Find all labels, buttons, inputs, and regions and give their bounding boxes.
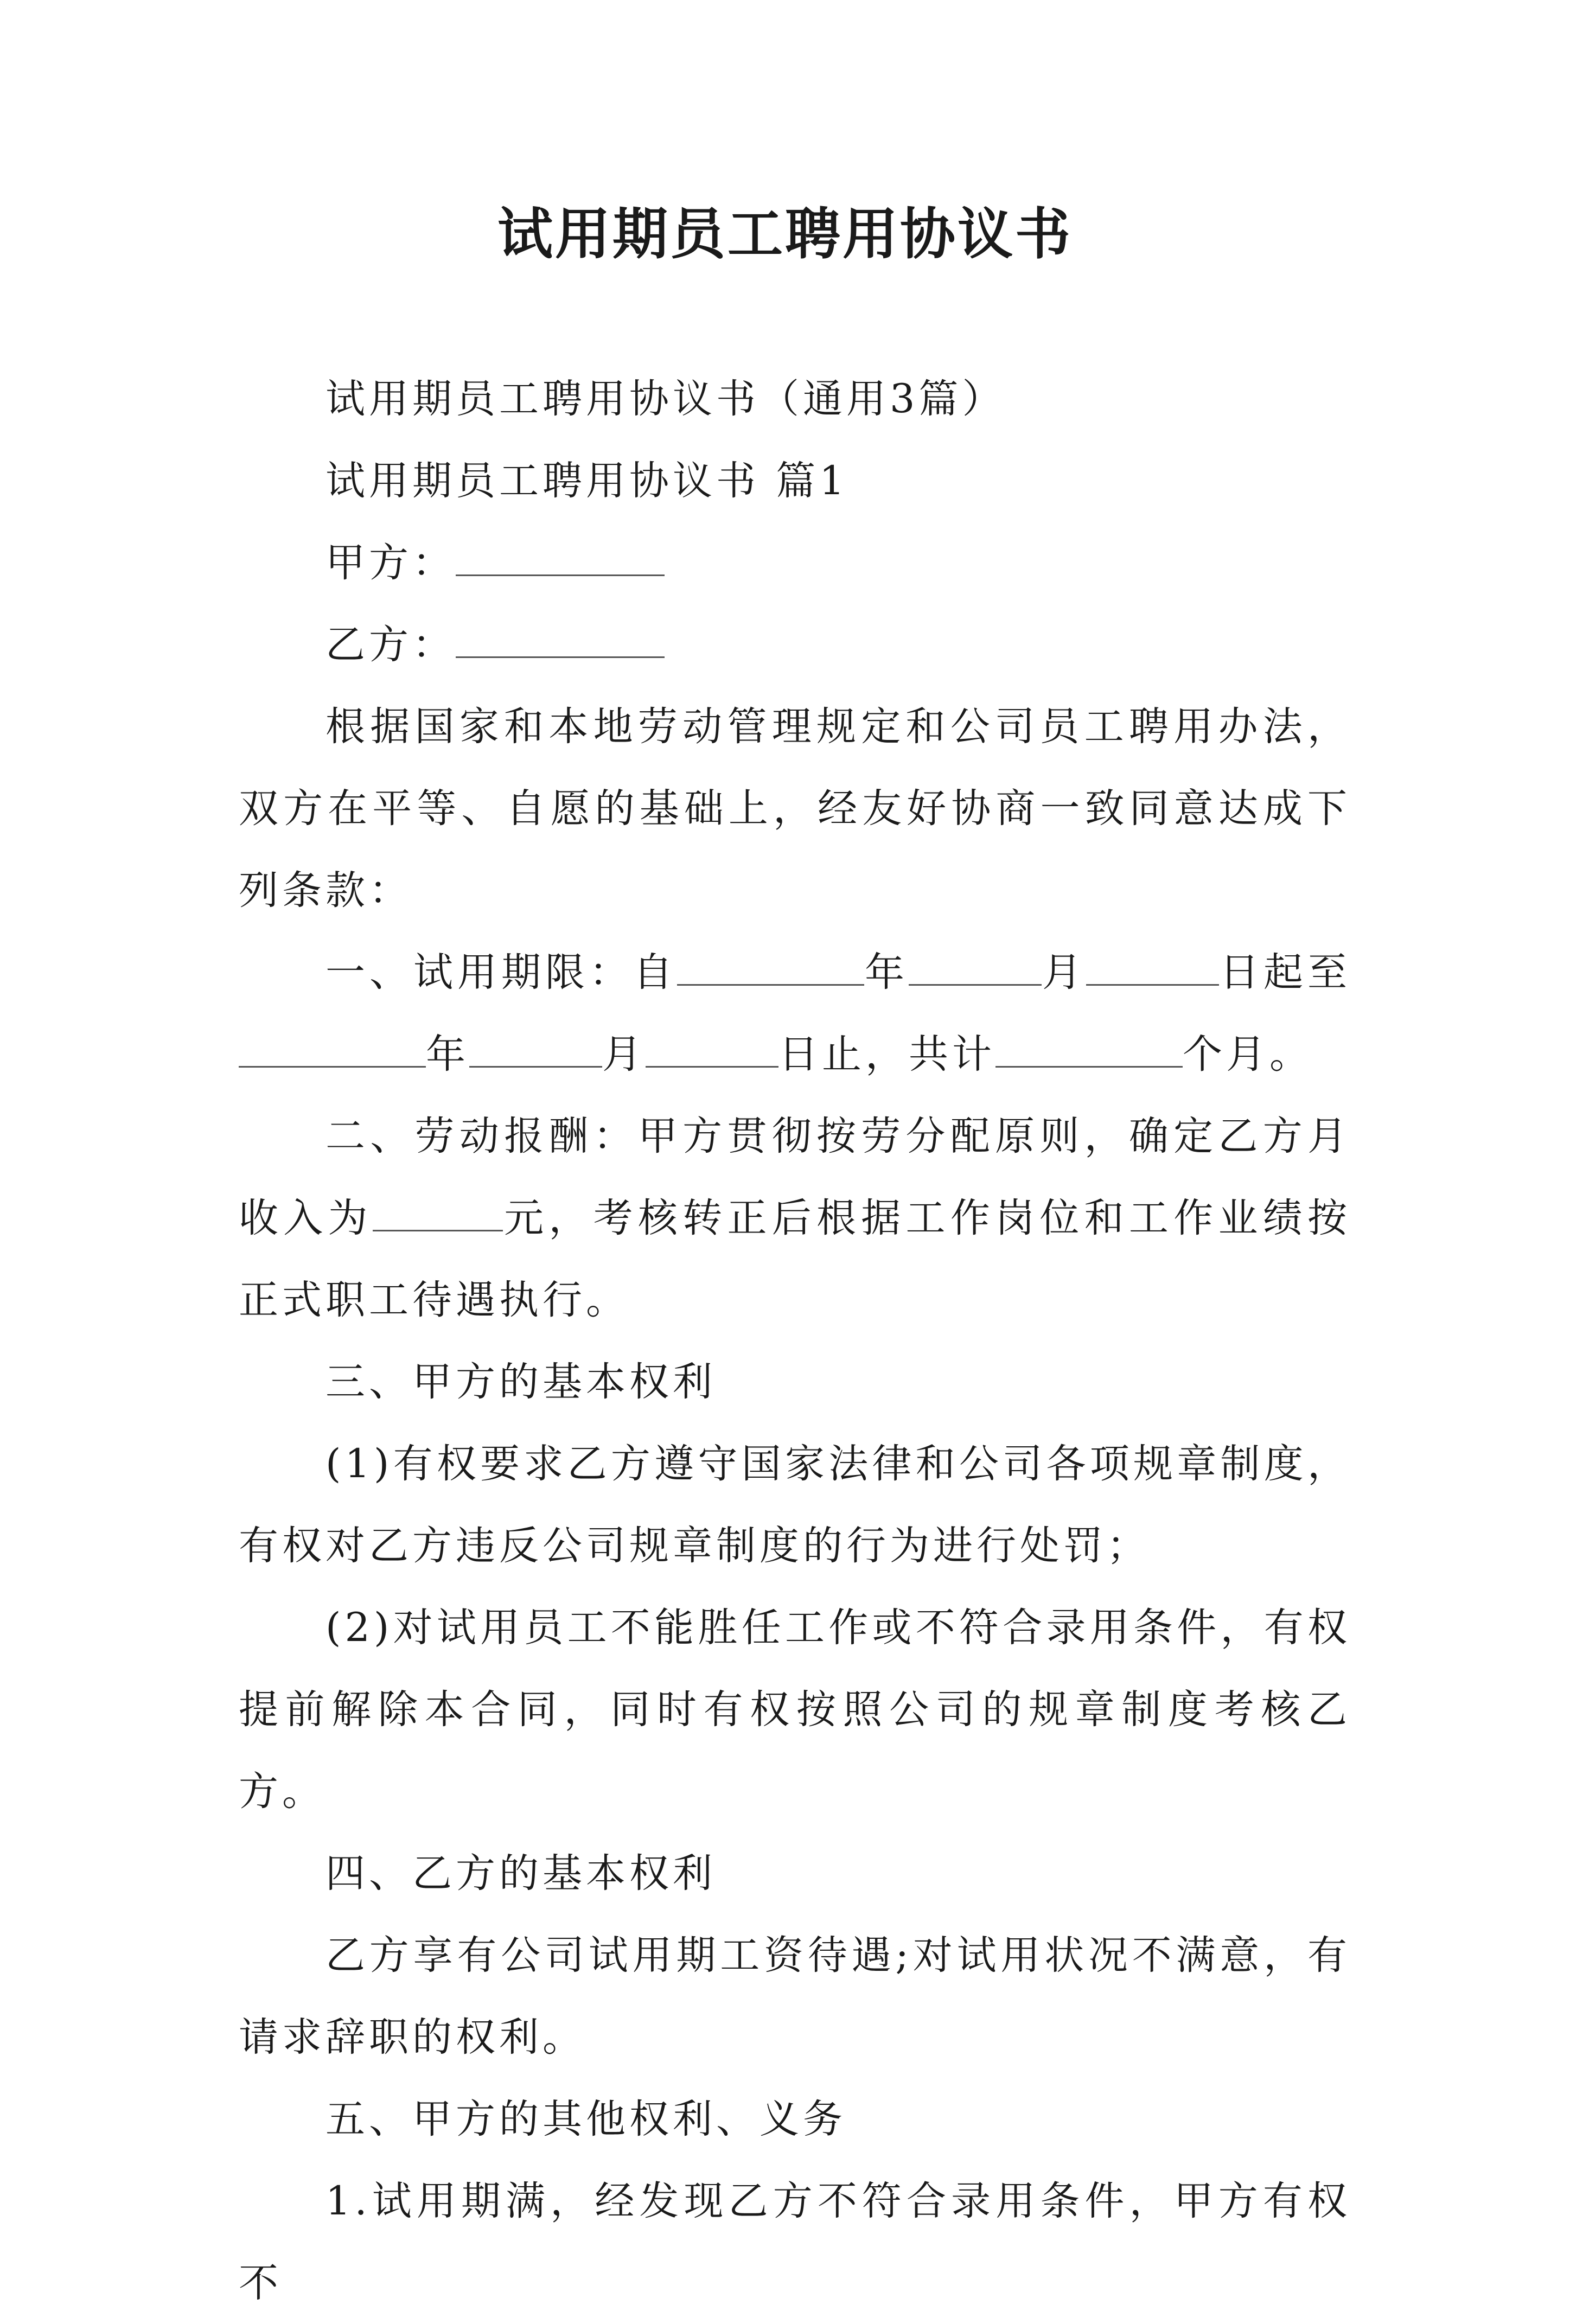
clause-4-text: 乙方享有公司试用期工资待遇;对试用状况不满意，有请求辞职的权利。 — [239, 1932, 1351, 2060]
start-month-text: 月 — [1042, 949, 1086, 995]
party-b-blank — [456, 623, 665, 658]
clause-1-lead: 一、试用期限：自 — [326, 949, 677, 995]
document-body — [239, 358, 1351, 2324]
start-month-blank — [909, 950, 1042, 986]
party-a-line — [239, 522, 1351, 604]
start-year-text: 年 — [864, 949, 909, 995]
clause-2-lead: 二、劳动报酬：甲方贯彻按劳分配原则，确定乙方月收入为 — [239, 1113, 1351, 1241]
intro-paragraph: 根据国家和本地劳动管理规定和公司员工聘用办法，双方在平等、自愿的基础上，经友好协商一致同意达成下列条款： — [239, 704, 1351, 914]
clause-5-heading: 五、甲方的其他权利、义务 — [326, 2096, 846, 2142]
start-day-text: 日起至 — [1219, 949, 1351, 995]
clause-1-paragraph — [239, 931, 1351, 1095]
party-b-line — [239, 604, 1351, 686]
start-year-blank — [677, 950, 864, 986]
end-year-text: 年 — [426, 1031, 469, 1077]
clause-3-item-2: (2)对试用员工不能胜任工作或不符合录用条件，有权提前解除本合同，同时有权按照公司的规章制度考核乙方。 — [239, 1605, 1351, 1815]
clause-2-rest: 元，考核转正后根据工作岗位和工作业绩按正式职工待遇执行。 — [239, 1195, 1351, 1323]
months-count-blank — [995, 1032, 1183, 1068]
document-title: 试用期员工聘用协议书 — [497, 202, 1073, 267]
end-month-text: 月 — [602, 1031, 646, 1077]
end-month-blank — [469, 1032, 602, 1068]
party-b-label: 乙方： — [326, 622, 456, 668]
subtitle: 试用期员工聘用协议书（通用3篇） — [326, 376, 1006, 422]
end-day-text: 日止，共计 — [778, 1031, 995, 1077]
clause-3-item-1: (1)有权要求乙方遵守国家法律和公司各项规章制度，有权对乙方违反公司规章制度的行为进行处罚； — [239, 1441, 1351, 1569]
end-year-blank — [239, 1032, 426, 1068]
party-a-label: 甲方： — [326, 540, 456, 586]
clause-2-paragraph — [239, 1095, 1351, 1341]
start-day-blank — [1086, 950, 1219, 986]
end-day-blank — [646, 1032, 778, 1068]
months-unit-text: 个月。 — [1183, 1031, 1313, 1077]
section-heading: 试用期员工聘用协议书 篇1 — [326, 458, 848, 504]
clause-5-item-1: 1.试用期满，经发现乙方不符合录用条件，甲方有权不 — [239, 2178, 1351, 2306]
clause-4-heading: 四、乙方的基本权利 — [326, 1850, 716, 1897]
clause-3-heading: 三、甲方的基本权利 — [326, 1359, 716, 1405]
party-a-blank — [456, 541, 665, 576]
salary-blank — [373, 1196, 503, 1231]
